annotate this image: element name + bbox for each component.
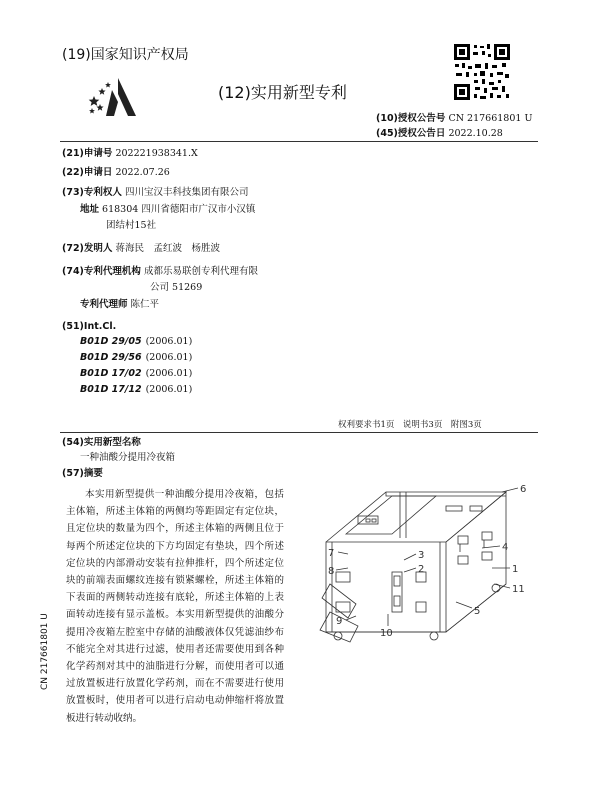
drawing-label: 3 bbox=[418, 550, 425, 561]
ipc-row bbox=[80, 366, 192, 382]
document-type: (12)实用新型专利 bbox=[218, 83, 347, 102]
application-number: 202221938341.X bbox=[115, 148, 198, 159]
address-row bbox=[80, 203, 255, 217]
qr-code-icon bbox=[452, 42, 512, 102]
patentee: 四川宝汉丰科技集团有限公司 bbox=[124, 187, 249, 198]
side-publication-number: CN 217661801 U bbox=[40, 613, 50, 690]
agent-row bbox=[80, 298, 159, 312]
drawing-label: 10 bbox=[380, 628, 393, 639]
application-date-row bbox=[62, 166, 170, 180]
agent: 陈仁平 bbox=[130, 299, 160, 310]
drawing-label: 6 bbox=[520, 484, 527, 495]
agent-label: 专利代理师 bbox=[80, 299, 128, 310]
abstract-text: 本实用新型提供一种油酸分提用冷夜箱，包括主体箱，所述主体箱的两侧均等距固定有定位块，且定位块的数量为四个，所述主体箱的两侧且位于每两个所述定位块的下方均固定有垫块，四个所述定位块的内部滑动安装有拉伸推杆，四个所述定位块的前端表面螺纹连接有锁紧螺栓，所述主体箱的下表面的两侧转动连接有底轮，所述主体箱的上表面转动连接有显示盖板。本实用新型提供的油酸分提用冷夜箱左腔室中存储的油酸液体仅凭滤油纱布不能完全对其进行过滤，使用者还需要使用到各种化学药剂对其中的油脂进行分解，而使用者可以通过放置板进行放置化学药剂，而在不需要进行使用放置板时，使用者可以进行启动电动伸缩杆将放置板进行转动收纳。 bbox=[66, 489, 284, 724]
application-number-label: (21)申请号 bbox=[62, 148, 113, 159]
application-number-row bbox=[62, 147, 198, 161]
ipc-version: (2006.01) bbox=[145, 368, 193, 379]
publication-number-label: (10)授权公告号 bbox=[376, 113, 446, 124]
inventor-row bbox=[62, 242, 220, 256]
publication-number: CN 217661801 U bbox=[448, 113, 533, 124]
ipc-code: B01D 29/56 bbox=[80, 352, 142, 363]
ipc-version: (2006.01) bbox=[145, 336, 193, 347]
intcl-label bbox=[62, 320, 116, 334]
inventors: 蒋海民 孟红波 杨胜波 bbox=[115, 243, 220, 254]
patentee-label: (73)专利权人 bbox=[62, 187, 122, 198]
ipc-row bbox=[80, 334, 192, 350]
agency-row bbox=[62, 265, 258, 279]
ipc-row bbox=[80, 350, 192, 366]
agency-line2: 公司 51269 bbox=[150, 282, 203, 293]
title-label-text: (54)实用新型名称 bbox=[62, 437, 141, 448]
ipc-version: (2006.01) bbox=[145, 384, 193, 395]
drawing-label: 5 bbox=[474, 606, 481, 617]
drawing-label: 2 bbox=[418, 564, 425, 575]
biblio-divider bbox=[60, 432, 538, 433]
title-label bbox=[62, 436, 141, 450]
application-date-label: (22)申请日 bbox=[62, 167, 113, 178]
ipc-version: (2006.01) bbox=[145, 352, 193, 363]
intcl-label-text: (51)Int.Cl. bbox=[62, 321, 117, 332]
office-name: (19)国家知识产权局 bbox=[62, 47, 189, 63]
drawing-label: 8 bbox=[328, 566, 335, 577]
patentee-row bbox=[62, 186, 248, 200]
address-line1: 618304 四川省德阳市广汉市小汉镇 bbox=[102, 204, 256, 215]
agency-label: (74)专利代理机构 bbox=[62, 266, 141, 277]
address-label: 地址 bbox=[80, 204, 100, 215]
drawing-label: 9 bbox=[336, 616, 343, 627]
application-date: 2022.07.26 bbox=[115, 167, 170, 178]
cnipa-logo-icon bbox=[88, 76, 148, 122]
ipc-code: B01D 17/12 bbox=[80, 384, 142, 395]
publication-date-row bbox=[376, 125, 503, 139]
utility-model-title: 一种油酸分提用冷夜箱 bbox=[80, 452, 176, 463]
drawing-label: 1 bbox=[512, 564, 519, 575]
publication-date-label: (45)授权公告日 bbox=[376, 128, 446, 139]
ipc-code: B01D 29/05 bbox=[80, 336, 142, 347]
ipc-row bbox=[80, 382, 192, 398]
page-counts: 权利要求书1页 说明书3页 附图3页 bbox=[338, 420, 482, 430]
patent-drawing bbox=[296, 472, 536, 652]
agency-line1: 成都乐易联创专利代理有限 bbox=[143, 266, 258, 277]
drawing-label: 4 bbox=[502, 542, 509, 553]
publication-date: 2022.10.28 bbox=[448, 128, 503, 139]
address-line2: 团结村15社 bbox=[106, 220, 157, 231]
inventor-label: (72)发明人 bbox=[62, 243, 113, 254]
publication-number-row bbox=[376, 110, 532, 124]
ipc-code: B01D 17/02 bbox=[80, 368, 142, 379]
abstract-label-text: (57)摘要 bbox=[62, 468, 103, 479]
drawing-label: 7 bbox=[328, 548, 335, 559]
header-divider bbox=[60, 141, 538, 142]
drawing-label: 11 bbox=[512, 584, 525, 595]
abstract-label bbox=[62, 467, 103, 481]
